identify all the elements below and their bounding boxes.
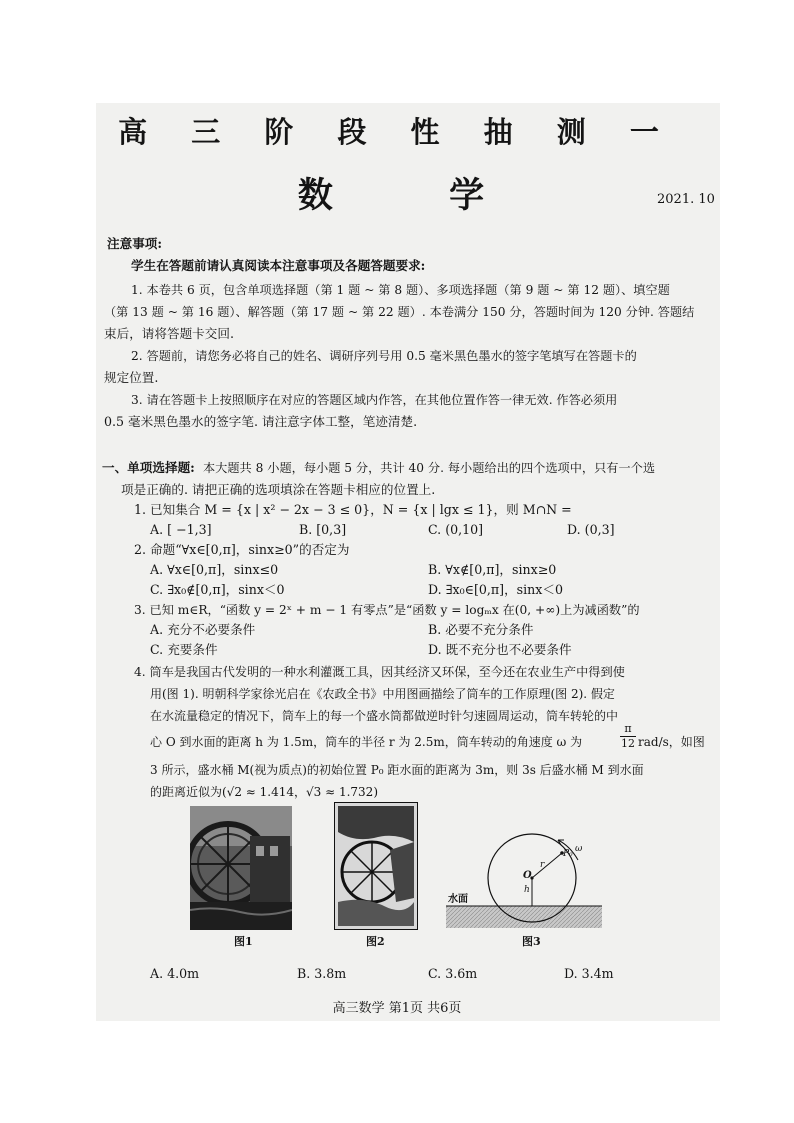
notice-item1-line2: （第 13 题 ~ 第 16 题）、解答题（第 17 题 ~ 第 22 题）. 本卷满分 150 分，答题时间为 120 分钟. 答题结 (104, 305, 695, 319)
figure-1-photo (190, 806, 292, 930)
q2-stem: 2. 命题“∀x∈[0,π]，sinx≥0”的否定为 (134, 542, 350, 557)
q4-fraction (620, 722, 636, 751)
q1-option-a: A. [ −1,3] (150, 522, 212, 537)
section-desc-line1: 本大题共 8 小题，每小题 5 分，共计 40 分. 每小题给出的四个选项中，只有一个选 (203, 461, 656, 475)
q4-line2: 用(图 1). 明朝科学家徐光启在《农政全书》中用图画描绘了筒车的工作原理(图 2). 假定 (150, 687, 615, 701)
q4-line4b: rad/s，如图 (638, 735, 705, 749)
q1-option-b: B. [0,3] (299, 522, 347, 537)
figure-3-caption: 图3 (522, 935, 541, 948)
q3-option-c: C. 充要条件 (150, 642, 218, 657)
notice-item3-line1: 3. 请在答题卡上按照顺序在对应的答题区域内作答，在其他位置作答一律无效. 作答必须用 (131, 393, 618, 407)
q4-frac-den: 12 (621, 737, 635, 750)
q4-line4a: 心 O 到水面的距离 h 为 1.5m，筒车的半径 r 为 2.5m，筒车转动的角速度 ω 为 (150, 735, 583, 749)
notice-heading: 注意事项: (107, 236, 163, 251)
q3-option-b: B. 必要不充分条件 (428, 622, 534, 637)
notice-item2-line1: 2. 答题前，请您务必将自己的姓名、调研序列号用 0.5 毫米黑色墨水的签字笔填写在答题卡的 (131, 349, 637, 363)
figure-3-center-label: O (523, 870, 532, 881)
figure-3-water-label: 水面 (448, 894, 468, 905)
figure-3-r-label: r (540, 860, 545, 870)
q3-option-a: A. 充分不必要条件 (150, 622, 256, 637)
figure-3-omega-label: ω (575, 844, 583, 854)
q4-line5: 3 所示，盛水桶 M(视为质点)的初始位置 P₀ 距水面的距离为 3m，则 3s 后盛水桶 M 到水面 (150, 763, 644, 777)
figure-2-caption: 图2 (366, 935, 385, 948)
notice-item1-line3: 束后，请将答题卡交回. (104, 326, 234, 341)
notice-item3-line2: 0.5 毫米黑色墨水的签字笔. 请注意字体工整，笔迹清楚. (104, 414, 418, 429)
notice-intro: 学生在答题前请认真阅读本注意事项及各题答题要求: (131, 258, 426, 273)
q4-line6: 的距离近似为(√2 ≈ 1.414，√3 ≈ 1.732) (150, 785, 379, 799)
q4-option-a: A. 4.0m (150, 966, 200, 981)
q4-option-b: B. 3.8m (297, 966, 347, 981)
q1-option-d: D. (0,3] (567, 522, 615, 537)
figure-3-h-label: h (524, 885, 530, 895)
q4-option-d: D. 3.4m (564, 966, 614, 981)
figure-2-drawing (334, 802, 418, 930)
notice-item1-line1: 1. 本卷共 6 页，包含单项选择题（第 1 题 ~ 第 8 题）、多项选择题（第 9 题 ~ 第 12 题）、填空题 (131, 283, 670, 297)
subject-title: 数 学 (297, 175, 537, 216)
q2-option-d: D. ∃x₀∈[0,π]，sinx＜0 (428, 582, 563, 597)
exam-date: 2021. 10 (657, 192, 715, 207)
figure-1-caption: 图1 (234, 935, 253, 948)
q4-frac-num: π (620, 722, 636, 737)
q4-option-c: C. 3.6m (428, 966, 478, 981)
q2-option-c: C. ∃x₀∉[0,π]，sinx＜0 (150, 582, 285, 597)
q4-line3: 在水流量稳定的情况下，筒车上的每一个盛水筒都做逆时针匀速圆周运动，筒车转轮的中 (150, 709, 619, 723)
notice-item2-line2: 规定位置. (104, 370, 159, 385)
exam-title: 高 三 阶 段 性 抽 测 一 (118, 115, 676, 149)
q1-option-c: C. (0,10] (428, 522, 484, 537)
q2-option-a: A. ∀x∈[0,π]，sinx≤0 (150, 562, 279, 577)
q2-option-b: B. ∀x∉[0,π]，sinx≥0 (428, 562, 557, 577)
figure-3-p0-label: P₀ (563, 849, 573, 859)
q3-option-d: D. 既不充分也不必要条件 (428, 642, 572, 657)
section-heading: 一、单项选择题: (102, 460, 195, 475)
section-desc-line2: 项是正确的. 请把正确的选项填涂在答题卡相应的位置上. (121, 482, 436, 497)
page-footer: 高三数学 第1页 共6页 (332, 1001, 462, 1016)
q3-stem: 3. 已知 m∈R，“函数 y = 2ˣ + m − 1 有零点”是“函数 y = logₘx 在(0, +∞)上为减函数”的 (134, 603, 640, 617)
q4-line1: 4. 筒车是我国古代发明的一种水利灌溉工具，因其经济又环保，至今还在农业生产中得到使 (134, 665, 625, 679)
q1-stem: 1. 已知集合 M = {x | x² − 2x − 3 ≤ 0}，N = {x | lgx ≤ 1}，则 M∩N = (134, 502, 572, 517)
